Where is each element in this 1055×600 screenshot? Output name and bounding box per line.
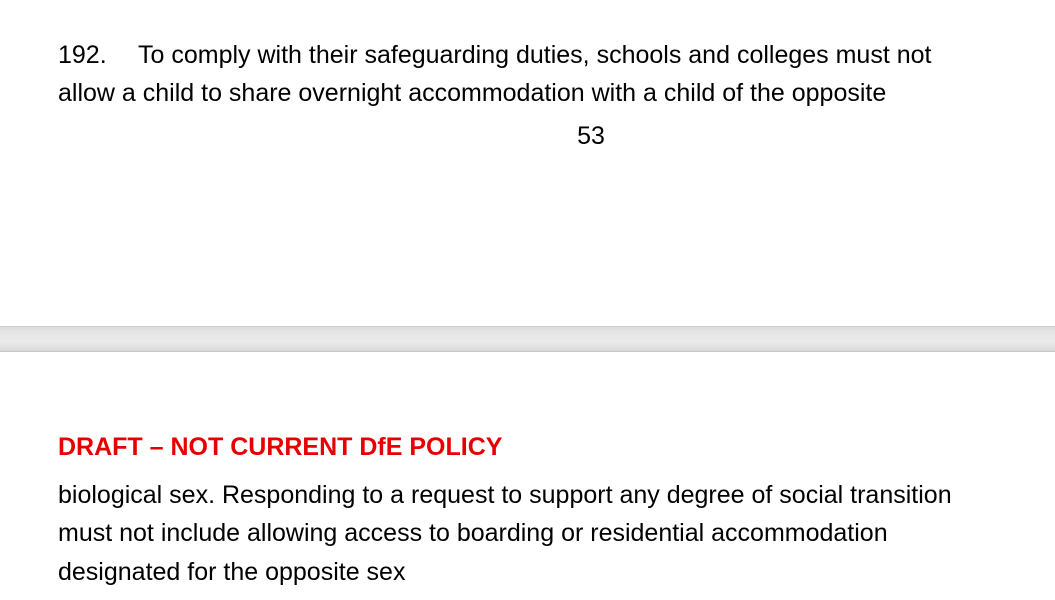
body-text-line-2: must not include allowing access to boarding or residential accommodation [58, 519, 888, 547]
paragraph-text: To comply with their safeguarding duties, schools and colleges must not [138, 41, 932, 69]
body-text-line-1: biological sex. Responding to a request to support any degree of social transition [58, 481, 952, 509]
paragraph-number: 192. [58, 41, 107, 69]
body-text-line-3: designated for the opposite sex [58, 558, 406, 586]
page-number: 53 [577, 122, 605, 150]
page-separator [0, 326, 1055, 352]
paragraph-192-line-2: allow a child to share overnight accommodation with a child of the opposite [58, 79, 887, 107]
paragraph-192-line-1 [58, 40, 931, 70]
document-page-bottom [0, 352, 1055, 600]
draft-policy-header: DRAFT – NOT CURRENT DfE POLICY [58, 433, 503, 461]
